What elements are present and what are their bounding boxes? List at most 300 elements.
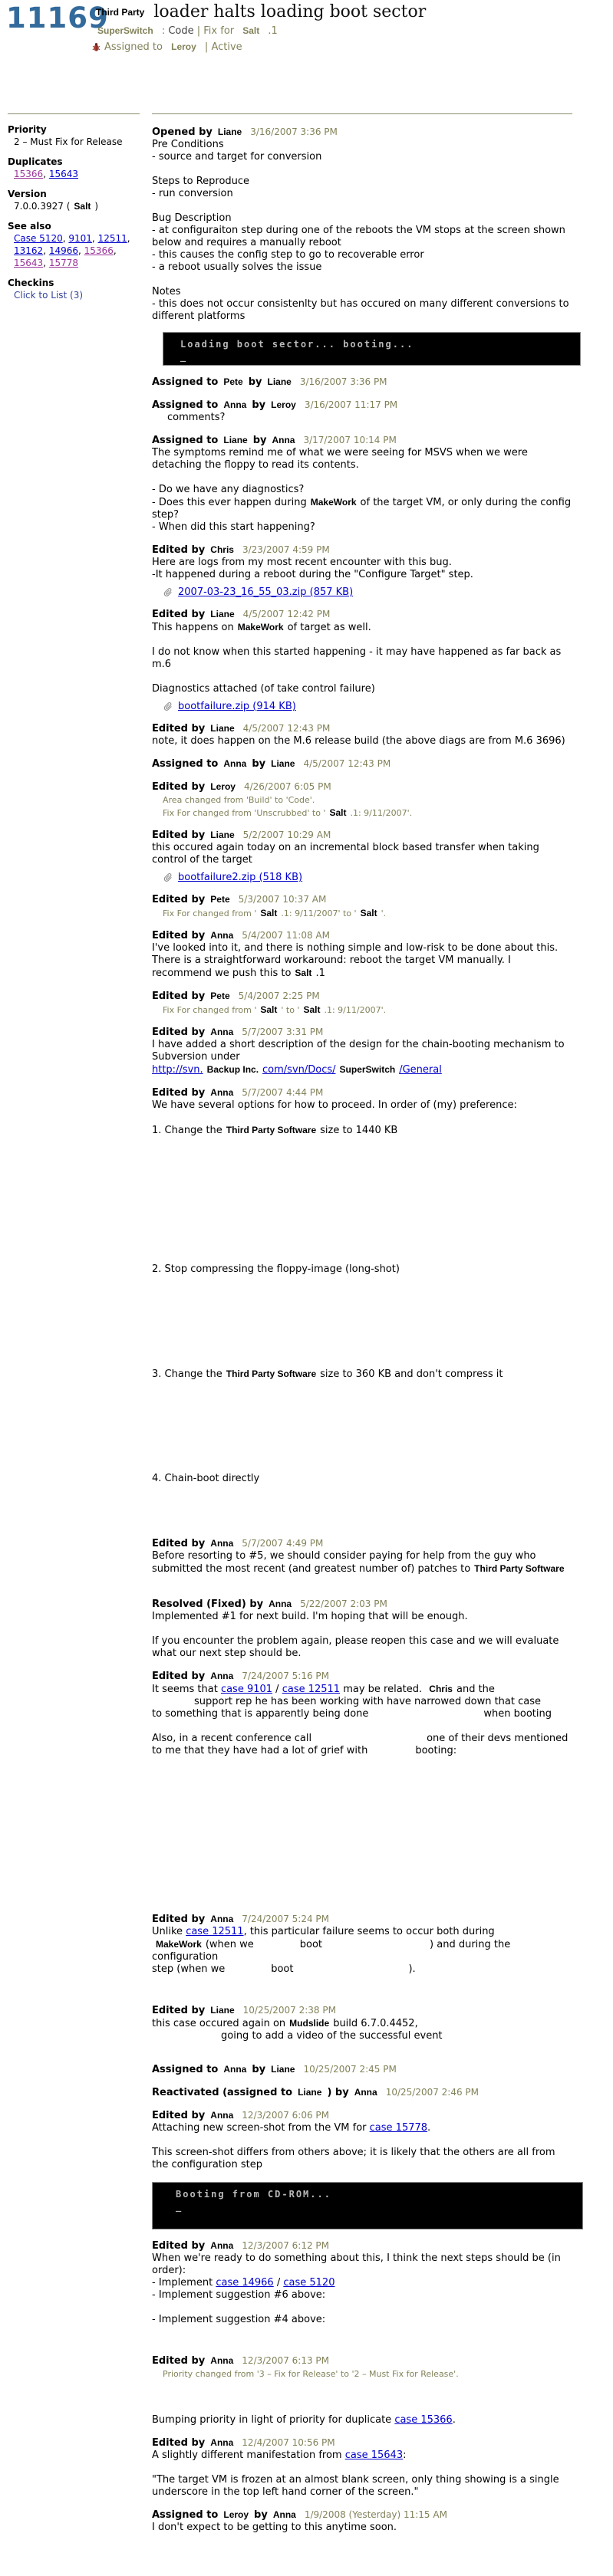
person-name: Liane: [210, 830, 235, 840]
event-timestamp: 3/23/2007 4:59 PM: [242, 544, 330, 555]
text-run: - run conversion: [152, 188, 233, 199]
sidebar-section-value: [8, 136, 140, 148]
event-header: [152, 1598, 572, 1611]
case-event: [152, 722, 572, 748]
person-name: Leroy: [223, 2509, 249, 2520]
event-text: [152, 2314, 572, 2326]
event-header: [152, 2063, 572, 2076]
redaction-gap: [293, 1971, 408, 1972]
event-text: [152, 2289, 572, 2302]
text-run: Unlike: [152, 1926, 186, 1937]
redacted-block: [152, 2380, 572, 2414]
person-name: Anna: [210, 1538, 234, 1549]
case-link[interactable]: 15778: [48, 258, 79, 268]
text-run: If you encounter the problem again, please reopen this case and we will evaluate what our next step should be.: [152, 1635, 559, 1659]
redacted-block: [152, 1976, 572, 1994]
redacted-name: Third Party Software: [226, 1125, 317, 1135]
blank-line: [152, 634, 572, 646]
event-header: [152, 2509, 572, 2522]
case-event: [152, 893, 572, 919]
person-name: Liane: [217, 127, 242, 137]
case-link[interactable]: 15643: [14, 258, 44, 268]
text-run: when booting: [483, 1708, 552, 1720]
person-name: Pete: [223, 376, 243, 387]
event-timestamp: 5/7/2007 4:49 PM: [242, 1538, 324, 1549]
text-run: ' to ': [281, 1005, 300, 1015]
event-action-label: by: [254, 2509, 268, 2521]
event-text: [152, 212, 572, 225]
sidebar-section-value: [8, 200, 140, 212]
case-link[interactable]: /General: [399, 1064, 442, 1076]
case-event: [152, 1086, 572, 1527]
event-text: [152, 2122, 572, 2134]
text-run: ,: [62, 233, 69, 244]
text-run: going to add a video of the successful event: [221, 2030, 443, 2042]
case-event: [152, 990, 572, 1016]
redaction-gap: [225, 1971, 271, 1972]
event-timestamp: 4/26/2007 6:05 PM: [243, 781, 331, 792]
person-name: Liane: [271, 2064, 295, 2075]
event-action-label: Edited by: [152, 2355, 206, 2367]
event-text: [152, 286, 572, 298]
text-run: Priority changed from '3 – Fix for Release' to '2 – Must Fix for Release'.: [163, 2369, 459, 2379]
case-event: [152, 544, 572, 598]
person-name: Anna: [272, 2509, 296, 2520]
sidebar-section-label: See also: [8, 221, 51, 232]
event-timestamp: 10/25/2007 2:46 PM: [385, 2087, 480, 2098]
text-run: ,: [43, 169, 49, 179]
text-run: note, it does happen on the M.6 release build (the above diags are from M.6 3696): [152, 735, 565, 747]
event-timestamp: 5/2/2007 10:29 AM: [242, 830, 331, 840]
event-action-label: Edited by: [152, 930, 206, 941]
case-event: [152, 757, 572, 770]
text-run: ).: [408, 1963, 416, 1975]
assignment-text: [104, 41, 242, 53]
redacted-name: Salt: [329, 807, 347, 818]
text-run: - at configuraiton step during one of the reboots the VM stops at the screen shown below and requires a manually reboot: [152, 225, 565, 248]
event-text: [152, 646, 572, 671]
event-header: [152, 608, 572, 621]
assignment-line: [92, 41, 568, 53]
event-timestamp: 3/16/2007 3:36 PM: [250, 127, 338, 137]
sidebar-section-label: Checkins: [8, 278, 54, 288]
text-run: '.: [381, 909, 387, 918]
case-link[interactable]: 13162: [14, 245, 44, 256]
attachment-link[interactable]: bootfailure.zip (914 KB): [178, 701, 296, 712]
event-text: [152, 2414, 572, 2426]
event-action-label: Assigned to: [152, 2064, 219, 2075]
event-timestamp: 7/24/2007 5:24 PM: [242, 1914, 329, 1924]
case-link[interactable]: Case 5120: [14, 233, 63, 244]
field-change-detail: [152, 1004, 572, 1016]
text-run: I've looked into it, and there is nothing simple and low-risk to be done about this. There is a straightforward workaround: reboot the target VM manually. I recommend we push this to: [152, 942, 559, 979]
event-action-label: by: [252, 399, 266, 411]
person-name: Anna: [210, 2240, 234, 2251]
text-run: ): [94, 201, 99, 212]
sidebar-section-label: Version: [8, 189, 47, 199]
attachment-row: [163, 701, 572, 712]
case-title: [92, 2, 568, 23]
person-name: Anna: [210, 1671, 234, 1681]
event-action-label: Assigned to: [152, 435, 219, 446]
case-event: [152, 2239, 572, 2344]
event-timestamp: 5/7/2007 3:31 PM: [242, 1027, 324, 1037]
event-action-label: Edited by: [152, 1027, 206, 1038]
event-text: [152, 2474, 572, 2499]
text-run: booting:: [415, 1745, 457, 1756]
text-run: -It happened during a reboot during the "Configure Target" step.: [152, 569, 473, 580]
attachment-row: [163, 872, 572, 883]
blank-line: [152, 472, 572, 484]
field-change-detail: [152, 795, 572, 806]
event-text: [152, 1550, 572, 1576]
text-run: It seems that: [152, 1684, 221, 1695]
text-run: , this particular failure seems to occur both during: [243, 1926, 495, 1937]
text-run: A slightly different manifestation from: [152, 2450, 345, 2461]
event-action-label: by: [252, 435, 267, 446]
event-header: [152, 1537, 572, 1550]
event-text: [152, 942, 572, 980]
event-header: [152, 376, 572, 389]
person-name: Anna: [210, 2355, 234, 2366]
event-text: [152, 447, 572, 472]
sidebar-section-value: [8, 289, 140, 301]
case-link[interactable]: 12511: [97, 233, 127, 244]
case-event: [152, 2109, 572, 2229]
redacted-name: Chris: [429, 1684, 453, 1694]
case-meta: [92, 25, 568, 37]
event-header: [152, 2004, 572, 2017]
event-text: [152, 188, 572, 200]
text-run: of the target VM, or only during the config step?: [152, 497, 572, 521]
blank-line: [152, 274, 572, 286]
person-name: Salt: [242, 25, 260, 36]
case-header: [0, 0, 613, 113]
case-event: [152, 929, 572, 980]
case-link[interactable]: com/svn/Docs/: [262, 1064, 336, 1076]
text-run: boot: [271, 1963, 294, 1975]
case-link[interactable]: case 5120: [283, 2277, 335, 2288]
blank-line: [152, 1623, 572, 1635]
event-text: [152, 2277, 572, 2289]
text-run: - Implement: [152, 2277, 216, 2288]
event-action-label: Edited by: [152, 830, 206, 841]
paperclip-icon: [163, 587, 173, 598]
event-action-label: Assigned to: [152, 2509, 219, 2521]
text-run: (when we: [205, 1939, 254, 1950]
case-link[interactable]: 14966: [48, 245, 79, 256]
event-action-label: Edited by: [152, 2110, 206, 2121]
event-text: [152, 176, 572, 188]
event-header: [152, 2086, 572, 2099]
event-text: [152, 1263, 572, 1276]
case-link[interactable]: case 15643: [344, 2450, 404, 2461]
text-run: 4. Chain-boot directly: [152, 1473, 260, 1484]
text-run: build 6.7.0.4452,: [333, 2018, 418, 2029]
text-run: 2 – Must Fix for Release: [14, 136, 123, 147]
person-name: Liane: [267, 376, 292, 387]
redacted-block: [152, 1576, 572, 1588]
event-text: [152, 1611, 572, 1623]
case-link[interactable]: case 15778: [369, 2122, 428, 2134]
text-run: When we're ready to do something about this, I think the next steps should be (in order):: [152, 2252, 561, 2276]
text-run: ,: [78, 245, 84, 256]
sidebar-section-value: [8, 168, 140, 180]
meta-text: | Active: [201, 41, 242, 53]
event-header: [152, 893, 572, 906]
text-run: /: [273, 2277, 284, 2288]
event-timestamp: 10/25/2007 2:45 PM: [303, 2064, 397, 2075]
event-text: [152, 2522, 572, 2534]
event-timestamp: 7/24/2007 5:16 PM: [242, 1671, 329, 1681]
event-timestamp: 5/4/2007 2:25 PM: [238, 991, 320, 1001]
redacted-block: [152, 1276, 572, 1368]
text-run: .: [452, 2414, 456, 2426]
field-change-detail: [152, 807, 572, 819]
event-timestamp: 12/3/2007 6:13 PM: [242, 2355, 329, 2366]
text-run: Here are logs from my most recent encounter with this bug.: [152, 557, 452, 568]
person-name: Pete: [210, 991, 230, 1001]
sidebar-section-label: Duplicates: [8, 156, 63, 167]
redacted-block: [152, 2042, 572, 2053]
event-action-label: Opened by: [152, 127, 213, 138]
text-run: "The target VM is frozen at an almost blank screen, only thing showing is a single underscore in the top left hand corner of the screen.": [152, 2474, 559, 2498]
text-run: ,: [113, 245, 117, 256]
redacted-name: Salt: [260, 1004, 278, 1015]
case-link[interactable]: case 14966: [216, 2277, 274, 2288]
text-run: ) and during the configuration: [152, 1939, 511, 1963]
person-name: Liane: [210, 609, 235, 619]
text-run: - a reboot usually solves the issue: [152, 261, 322, 273]
content-columns: [0, 113, 613, 2534]
event-action-label: Assigned to: [152, 758, 219, 770]
event-action-label: Edited by: [152, 2005, 206, 2016]
redacted-block: [152, 1757, 572, 1903]
person-name: Liane: [298, 2087, 322, 2098]
text-run: one of their devs mentioned: [427, 1733, 569, 1744]
text-run: I do not know when this started happening - it may have happened as far back as m.6: [152, 646, 562, 670]
event-text: [152, 496, 572, 521]
blank-line: [152, 671, 572, 683]
redacted-name: Third Party Software: [226, 1368, 317, 1379]
event-action-label: Edited by: [152, 894, 206, 905]
redacted-block: [152, 2326, 572, 2344]
case-event: [152, 780, 572, 819]
person-name: Liane: [210, 723, 235, 734]
event-header: [152, 126, 572, 139]
event-header: [152, 780, 572, 794]
text-run: to me that they have had a lot of grief with: [152, 1745, 368, 1756]
case-link[interactable]: 15366: [14, 169, 44, 179]
text-run: Implemented #1 for next build. I'm hoping that will be enough.: [152, 1611, 468, 1622]
text-run: 3. Change the: [152, 1368, 222, 1380]
event-text: [152, 1733, 572, 1757]
text-run: This happens on: [152, 622, 234, 633]
case-link[interactable]: case 12511: [282, 1684, 341, 1695]
text-run: size to 360 KB and don't compress it: [320, 1368, 503, 1380]
text-run: - Do we have any diagnostics?: [152, 484, 305, 495]
meta-text: .1: [265, 25, 278, 37]
case-link[interactable]: http://svn.: [152, 1064, 203, 1076]
event-text: [152, 1473, 572, 1485]
text-run: Steps to Reproduce: [152, 176, 250, 187]
case-event: [152, 1537, 572, 1588]
case-link[interactable]: case 9101: [220, 1684, 273, 1695]
event-text: [152, 1635, 572, 1660]
event-list: [152, 113, 572, 2534]
event-action-label: by: [252, 758, 266, 770]
redaction-gap: [152, 2038, 221, 2039]
event-timestamp: 12/4/2007 10:56 PM: [242, 2437, 335, 2448]
event-header: [152, 2354, 572, 2367]
text-run: Fix For changed from ': [163, 1005, 257, 1015]
terminal-line: Loading boot sector... booting...: [180, 339, 414, 350]
event-action-label: Edited by: [152, 1538, 206, 1549]
text-run: - source and target for conversion: [152, 151, 322, 163]
person-name: Anna: [210, 2437, 234, 2448]
text-run: Diagnostics attached (of take control failure): [152, 683, 375, 695]
person-name: Liane: [223, 435, 248, 445]
redacted-name: Salt: [260, 908, 278, 918]
person-name: Leroy: [171, 41, 196, 52]
terminal-line: Booting from CD-ROM...: [176, 2189, 331, 2200]
text-run: may be related.: [340, 1684, 426, 1695]
text-run: .1: 9/11/2007'.: [350, 808, 413, 818]
person-name: Anna: [210, 1914, 234, 1924]
event-action-label: Assigned to: [152, 399, 219, 411]
event-action-label: Edited by: [152, 2240, 206, 2252]
case-link[interactable]: case 15366: [394, 2414, 453, 2426]
text-run: 7.0.0.3927 (: [14, 201, 71, 212]
redacted-name: Third Party Software: [474, 1563, 565, 1574]
event-timestamp: 10/25/2007 2:38 PM: [242, 2005, 336, 2016]
event-header: [152, 929, 572, 942]
case-link[interactable]: 9101: [68, 233, 92, 244]
vm-boot-screenshot: [163, 332, 581, 366]
event-text: [152, 139, 572, 151]
meta-text: :: [158, 25, 169, 37]
case-number: 11169: [6, 2, 109, 34]
event-text: [152, 557, 572, 569]
event-action-label: Edited by: [152, 781, 206, 793]
text-run: .1: [315, 968, 325, 979]
text-run: this case occured again on: [152, 2018, 286, 2029]
terminal-line: _: [180, 351, 188, 362]
case-event: [152, 2509, 572, 2534]
event-action-label: Reactivated (assigned to: [152, 2087, 293, 2098]
blank-line: [152, 1720, 572, 1733]
text-run: I have added a short description of the design for the chain-booting mechanism to Subversion under: [152, 1039, 565, 1063]
case-event: [152, 2004, 572, 2053]
event-text: [152, 621, 572, 634]
case-event: [152, 829, 572, 883]
case-link[interactable]: 15643: [48, 169, 79, 179]
person-name: Anna: [210, 1027, 234, 1037]
case-event: [152, 2436, 572, 2499]
text-run: 1. Change the: [152, 1125, 222, 1136]
text-run: The symptoms remind me of what we were seeing for MSVS when we were detaching the floppy to read its contents.: [152, 447, 528, 471]
redacted-name: MakeWork: [237, 622, 284, 632]
event-timestamp: 3/17/2007 10:14 PM: [303, 435, 397, 445]
checkins-link[interactable]: Click to List (3): [14, 290, 84, 301]
blank-line: [152, 163, 572, 176]
area-label: Code: [168, 25, 194, 37]
event-text: [152, 1039, 572, 1063]
attachment-link[interactable]: 2007-03-23_16_55_03.zip (857 KB): [178, 586, 354, 598]
case-link[interactable]: 15366: [84, 245, 114, 256]
redacted-name: Salt: [74, 201, 91, 212]
text-run: ,: [127, 233, 130, 244]
event-text: [152, 521, 572, 534]
event-text: [152, 735, 572, 748]
field-change-detail: [152, 908, 572, 919]
text-run: /: [272, 1684, 282, 1695]
event-text: [152, 225, 572, 249]
sidebar-section-value: [8, 232, 140, 269]
case-event: [152, 434, 572, 534]
text-run: Before resorting to #5, we should consider paying for help from the guy who submitted the most recent (and greatest number of) patches to: [152, 1550, 536, 1575]
event-action-label: by: [252, 2064, 266, 2075]
event-action-label: Edited by: [152, 723, 206, 734]
event-header: [152, 1913, 572, 1926]
text-run: - When did this start happening?: [152, 521, 315, 533]
blank-line: [152, 200, 572, 212]
case-link[interactable]: case 12511: [186, 1926, 244, 1937]
event-action-label: by: [248, 376, 262, 388]
text-run: - Implement suggestion #4 above:: [152, 2314, 326, 2325]
event-text: [152, 2017, 572, 2042]
text-run: Bumping priority in light of priority for duplicate: [152, 2414, 395, 2426]
event-header: [152, 2239, 572, 2252]
text-run: ,: [43, 258, 49, 268]
case-event: [152, 2354, 572, 2426]
text-run: Pre Conditions: [152, 139, 224, 150]
text-run: Area changed from 'Build' to 'Code'.: [163, 795, 315, 805]
redacted-name: Backup Inc.: [206, 1064, 259, 1075]
event-timestamp: 5/4/2007 11:08 AM: [242, 930, 330, 941]
redacted-block: [152, 1485, 572, 1527]
case-event: [152, 2086, 572, 2099]
terminal-line: _: [176, 2201, 183, 2212]
text-run: to something that is apparently being done: [152, 1708, 369, 1720]
event-text: [152, 1368, 572, 1381]
blank-line: [152, 2302, 572, 2314]
redacted-name: Mudslide: [289, 2018, 330, 2029]
event-header: [152, 722, 572, 735]
redacted-block: [152, 1381, 572, 1473]
case-event: [152, 1026, 572, 1076]
text-run: - Does this ever happen during: [152, 497, 307, 508]
event-timestamp: 3/16/2007 3:36 PM: [299, 376, 387, 387]
event-text: [152, 2450, 572, 2462]
person-name: Anna: [354, 2087, 377, 2098]
case-event: [152, 2063, 572, 2076]
blank-line: [152, 2462, 572, 2474]
redacted-block: [152, 323, 572, 332]
vm-boot-screenshot: [152, 2182, 583, 2229]
text-run: 2. Stop compressing the floppy-image (long-shot): [152, 1263, 400, 1275]
attachment-link[interactable]: bootfailure2.zip (518 KB): [178, 872, 303, 883]
redaction-gap: [152, 419, 167, 420]
text-run: I don't expect to be getting to this anytime soon.: [152, 2522, 397, 2533]
event-action-label: Assigned to: [152, 376, 219, 388]
text-run: ,: [43, 245, 49, 256]
meta-text: Assigned to: [104, 41, 166, 53]
case-event: [152, 376, 572, 389]
event-action-label: ) by: [327, 2087, 349, 2098]
event-timestamp: 12/3/2007 6:06 PM: [242, 2110, 329, 2121]
case-event: [152, 126, 572, 366]
